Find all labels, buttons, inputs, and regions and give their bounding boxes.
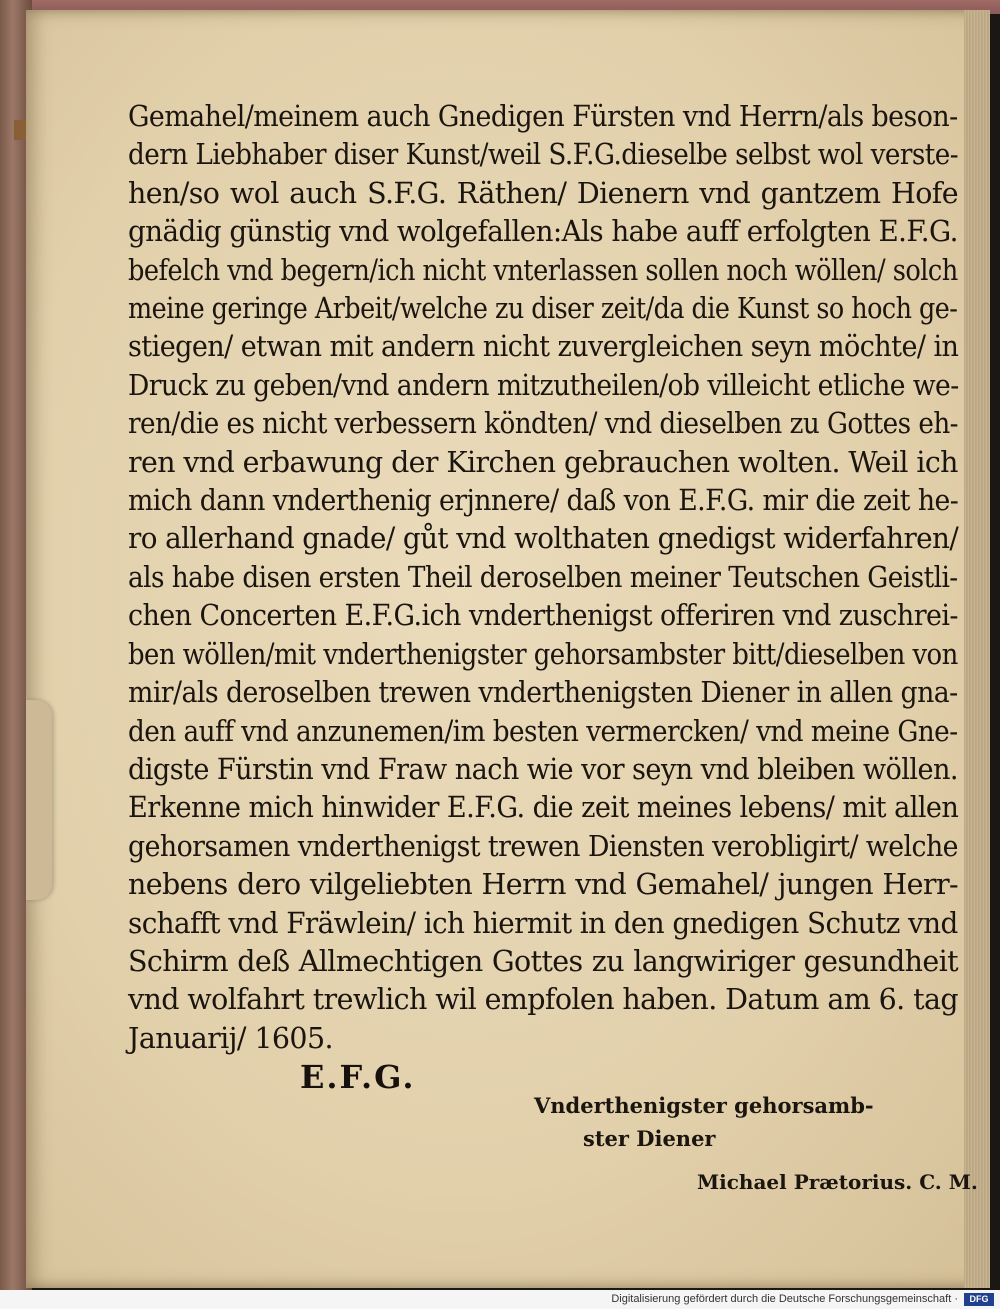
bookmark-tab bbox=[14, 120, 26, 140]
text-line: ren/die es nicht verbessern köndten/ vnd dieselben zu Gottes eh- bbox=[128, 407, 958, 441]
text-line: meine geringe Arbeit/welche zu diser zeit/da die Kunst so hoch ge- bbox=[128, 292, 958, 326]
text-line-date: Januarij/ 1605. bbox=[128, 1021, 333, 1055]
text-line: stiegen/ etwan mit andern nicht zuvergleichen seyn möchte/ in bbox=[128, 330, 959, 364]
text-line: gnädig günstig vnd wolgefallen:Als habe auff erfolgten E.F.G. bbox=[128, 215, 958, 249]
text-line: mich dann vnderthenig erjnnere/ daß von E.F.G. mir die zeit he- bbox=[128, 484, 959, 518]
text-line: befelch vnd begern/ich nicht vnterlassen sollen noch wöllen/ solch bbox=[128, 253, 958, 287]
text-line: nebens dero vilgeliebten Herrn vnd Gemahel/ jungen Herr- bbox=[128, 868, 958, 902]
page-edge-stack bbox=[964, 10, 990, 1288]
closing-initials: E.F.G. bbox=[300, 1058, 416, 1096]
text-line: vnd wolfahrt trewlich wil empfolen haben. Datum am 6. tag bbox=[128, 983, 958, 1017]
text-line: digste Fürstin vnd Fraw nach wie vor seyn vnd bleiben wöllen. bbox=[128, 752, 958, 786]
text-line: ro allerhand gnade/ gůt vnd wolthaten gnedigst widerfahren/ bbox=[128, 522, 959, 556]
text-line: Schirm deß Allmechtigen Gottes zu langwiriger gesundheit bbox=[128, 944, 958, 978]
footer-credit: Digitalisierung gefördert durch die Deutsche Forschungsgemeinschaft · bbox=[611, 1293, 958, 1305]
text-line: chen Concerten E.F.G.ich vnderthenigst offeriren vnd zuschrei- bbox=[128, 599, 958, 633]
text-line: Druck zu geben/vnd andern mitzutheilen/ob villeicht etliche we- bbox=[128, 368, 959, 402]
page-clip bbox=[26, 700, 52, 900]
text-line: den auff vnd anzunemen/im besten vermercken/ vnd meine Gne- bbox=[128, 714, 958, 748]
text-line: mir/als deroselben trewen vnderthenigsten Diener in allen gna- bbox=[128, 676, 958, 710]
text-line: hen/so wol auch S.F.G. Räthen/ Dienern vnd gantzem Hofe bbox=[128, 176, 958, 210]
text-line: dern Liebhaber diser Kunst/weil S.F.G.dieselbe selbst wol verste- bbox=[128, 138, 959, 172]
dfg-logo-icon: DFG bbox=[964, 1293, 994, 1306]
text-line: Erkenne mich hinwider E.F.G. die zeit meines lebens/ mit allen bbox=[128, 791, 959, 825]
text-line: Gemahel/meinem auch Gnedigen Fürsten vnd Herrn/als beson- bbox=[128, 100, 958, 133]
signature-formula-line2: ster Diener bbox=[583, 1126, 716, 1151]
signature-formula-line1: Vnderthenigster gehorsamb- bbox=[534, 1093, 874, 1118]
letter-body bbox=[128, 98, 958, 1058]
text-line: gehorsamen vnderthenigst trewen Diensten verobligirt/ welche bbox=[128, 829, 958, 863]
signature-name: Michael Prætorius. C. M. bbox=[697, 1170, 978, 1194]
text-line: ben wöllen/mit vnderthenigster gehorsambster bitt/dieselben von bbox=[128, 637, 958, 671]
text-line: ren vnd erbawung der Kirchen gebrauchen wolten. Weil ich bbox=[128, 445, 958, 479]
footer-bar bbox=[0, 1290, 1000, 1309]
text-line: schafft vnd Fräwlein/ ich hiermit in den gnedigen Schutz vnd bbox=[128, 906, 958, 940]
text-line: als habe disen ersten Theil deroselben meiner Teutschen Geistli- bbox=[128, 560, 958, 594]
